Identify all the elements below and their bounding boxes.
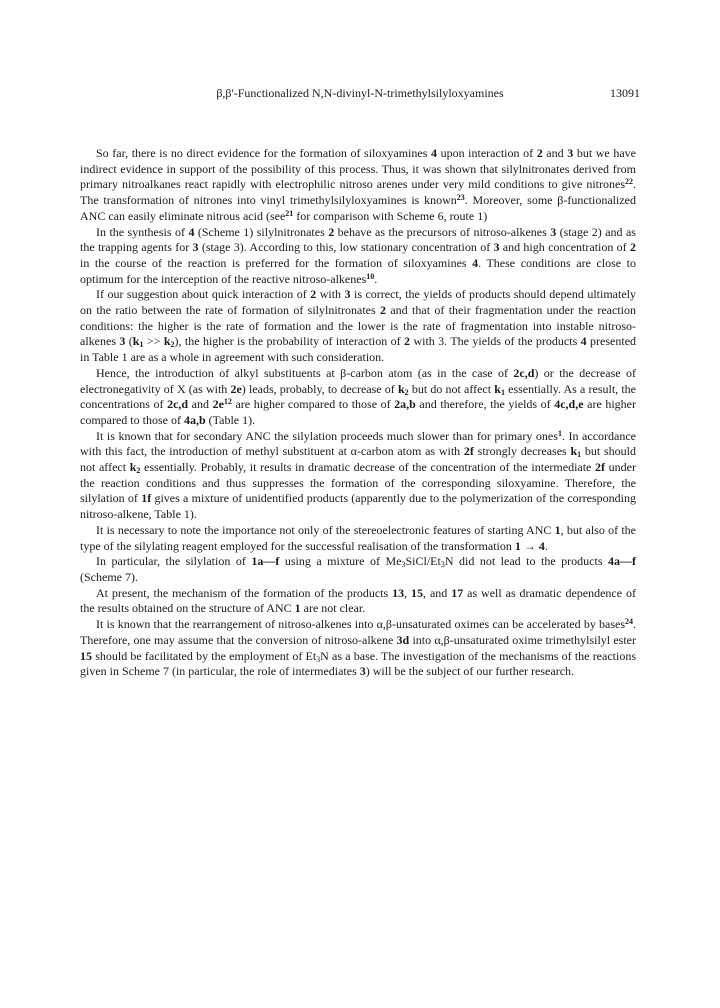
paragraph: Hence, the introduction of alkyl substituents at β-carbon atom (as in the case of 2c,d) or the decrease of electronegativity of X (as with 2e) leads, probably, to decrease of $k_2$ but do not affect $k_1$ essentially. As a result, the concentrations of 2c,d and $2e^{12}$ are higher compared to those of 2a,b and therefore, the yields of 4c,d,e are higher compared to those of 4a,b (Table 1). — [80, 365, 637, 427]
running-header — [80, 86, 640, 106]
body-text — [80, 146, 636, 680]
paragraph: It is known that the rearrangement of nitroso-alkenes into α,β-unsaturated oximes can be accelerated by bases$^{24}$. Therefore, one may assume that the conversion of nitroso-alkene 3d into α,β-unsaturated oxime trimethylsilyl ester 15 should be facilitated by the employment of $Et_3N$ as a base. The investigation of the mechanisms of the reactions given in Scheme 7 (in particular, the role of intermediates 3) will be the subject of our further research. — [80, 617, 637, 679]
paragraph: So far, there is no direct evidence for the formation of siloxyamines 4 upon interaction of 2 and 3 but we have indirect evidence in support of the possibility of this process. Thus, it was shown that silylnitronates derived from primary nitroalkanes react rapidly with electrophilic nitroso arenes under very mild conditions to give nitrones$^{22}$. The transformation of nitrones into vinyl trimethylsilyloxyamines is known$^{23}$. Moreover, some β-functionalized ANC can easily eliminate nitrous acid (see$^{21}$ for comparison with Scheme 6, route 1) — [80, 146, 637, 223]
paragraph: It is necessary to note the importance not only of the stereoelectronic features of starting ANC 1, but also of the type of the silylating reagent employed for the successful realisation of the transformation 1 → 4. — [80, 522, 636, 553]
page-number: 13091 — [610, 86, 640, 100]
paragraph: If our suggestion about quick interaction of 2 with 3 is correct, the yields of products should depend ultimately on the ratio between the rate of formation of silylnitronates 2 and that of their fragmentation under the reaction conditions: the higher is the rate of formation and the lower is the rate of fragmentation into instable nitroso-alkenes 3 $(k_1 >> k_2)$, the higher is the probability of interaction of 2 with 3. The yields of the products 4 presented in Table 1 are as a whole in agreement with such consideration. — [80, 287, 637, 365]
paragraph: In particular, the silylation of 1a—f using a mixture of $Me_3SiCl/Et_3N$ did not lead to the products 4a—f (Scheme 7). — [80, 554, 637, 584]
paragraph: At present, the mechanism of the formation of the products 13, 15, and 17 as well as dramatic dependence of the results obtained on the structure of ANC 1 are not clear. — [80, 585, 636, 616]
running-title: β,β'-Functionalized N,N-divinyl-N-trimethylsilyloxyamines — [216, 86, 504, 100]
paragraph: In the synthesis of 4 (Scheme 1) silylnitronates 2 behave as the precursors of nitroso-alkenes 3 (stage 2) and as the trapping agents for 3 (stage 3). According to this, low stationary concentration of 3 and high concentration of 2 in the course of the reaction is preferred for the formation of siloxyamines 4. These conditions are close to optimum for the interception of the reactive nitroso-alkenes$^{10}$. — [80, 224, 637, 286]
paragraph: It is known that for secondary ANC the silylation proceeds much slower than for primary ones$^1$. In accordance with this fact, the introduction of methyl substituent at α-carbon atom as with 2f strongly decreases $k_1$ but should not affect $k_2$ essentially. Probably, it results in dramatic decrease of the concentration of the intermediate 2f under the reaction conditions and thus suppresses the formation of the corresponding siloxyamine. Therefore, the silylation of 1f gives a mixture of unidentified products (apparently due to the polymerization of the corresponding nitroso-alkene, Table 1). — [80, 428, 637, 522]
